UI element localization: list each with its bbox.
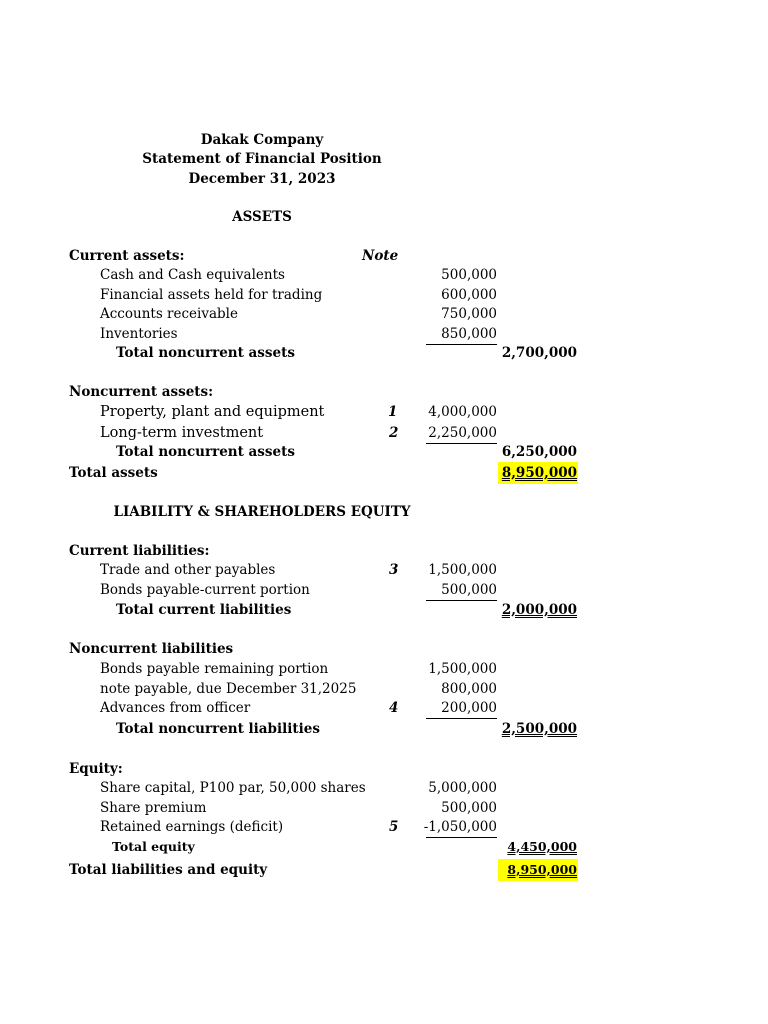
current-liabilities-label: Current liabilities: [69, 543, 210, 559]
line-item-label: Financial assets held for trading [100, 287, 323, 303]
line-item-label: Bonds payable remaining portion [100, 661, 329, 677]
total-label: Total noncurrent assets [116, 444, 295, 460]
total-label: Total noncurrent assets [116, 345, 295, 361]
noncurrent-assets-label: Noncurrent assets: [69, 384, 214, 400]
line-item-amount: -1,050,000 [423, 819, 497, 835]
company-name: Dakak Company [200, 132, 324, 148]
line-item-label: Property, plant and equipment [100, 404, 325, 420]
line-item-label: Inventories [100, 326, 178, 342]
subtotal-rule [426, 718, 497, 719]
line-item-label: Long-term investment [100, 425, 264, 441]
line-item-amount: 750,000 [441, 306, 497, 322]
note-ref: 5 [389, 819, 399, 835]
note-column-header: Note [362, 248, 399, 264]
line-item-label: Share capital, P100 par, 50,000 shares [100, 780, 366, 796]
total-assets-amount: 8,950,000 [501, 465, 577, 481]
note-ref: 1 [388, 404, 398, 420]
line-item-amount: 800,000 [441, 681, 497, 697]
total-label: Total current liabilities [116, 602, 292, 618]
total-assets-label: Total assets [69, 465, 158, 481]
note-ref: 3 [389, 562, 399, 578]
total-label: Total noncurrent liabilities [116, 721, 320, 737]
total-liabilities-equity-label: Total liabilities and equity [69, 862, 268, 878]
line-item-amount: 500,000 [441, 582, 497, 598]
line-item-amount: 850,000 [441, 326, 497, 342]
line-item-label: Cash and Cash equivalents [100, 267, 285, 283]
note-ref: 4 [389, 700, 399, 716]
total-amount: 4,450,000 [507, 839, 577, 854]
liabilities-equity-heading: LIABILITY & SHAREHOLDERS EQUITY [113, 504, 411, 520]
line-item-amount: 600,000 [441, 287, 497, 303]
statement-date: December 31, 2023 [188, 171, 336, 187]
total-amount: 2,000,000 [501, 602, 577, 618]
line-item-amount: 500,000 [441, 800, 497, 816]
line-item-amount: 2,250,000 [428, 425, 497, 441]
assets-heading: ASSETS [232, 209, 292, 225]
total-liabilities-equity-amount: 8,950,000 [507, 862, 577, 877]
equity-label: Equity: [69, 761, 123, 777]
line-item-label: Advances from officer [100, 700, 251, 716]
line-item-amount: 4,000,000 [428, 404, 497, 420]
total-amount: 2,500,000 [501, 721, 577, 737]
line-item-label: note payable, due December 31,2025 [100, 681, 357, 697]
line-item-amount: 500,000 [441, 267, 497, 283]
line-item-amount: 1,500,000 [428, 562, 497, 578]
line-item-label: Bonds payable-current portion [100, 582, 310, 598]
note-ref: 2 [389, 425, 399, 441]
line-item-amount: 5,000,000 [428, 780, 497, 796]
line-item-label: Trade and other payables [100, 562, 276, 578]
total-amount: 2,700,000 [501, 345, 577, 361]
statement-title: Statement of Financial Position [142, 151, 382, 167]
current-assets-label: Current assets: [69, 248, 185, 264]
total-label: Total equity [112, 839, 195, 854]
total-amount: 6,250,000 [501, 444, 577, 460]
line-item-label: Accounts receivable [100, 306, 238, 322]
line-item-amount: 200,000 [441, 700, 497, 716]
noncurrent-liabilities-label: Noncurrent liabilities [69, 641, 234, 657]
line-item-amount: 1,500,000 [428, 661, 497, 677]
line-item-label: Retained earnings (deficit) [100, 819, 284, 835]
line-item-label: Share premium [100, 800, 207, 816]
